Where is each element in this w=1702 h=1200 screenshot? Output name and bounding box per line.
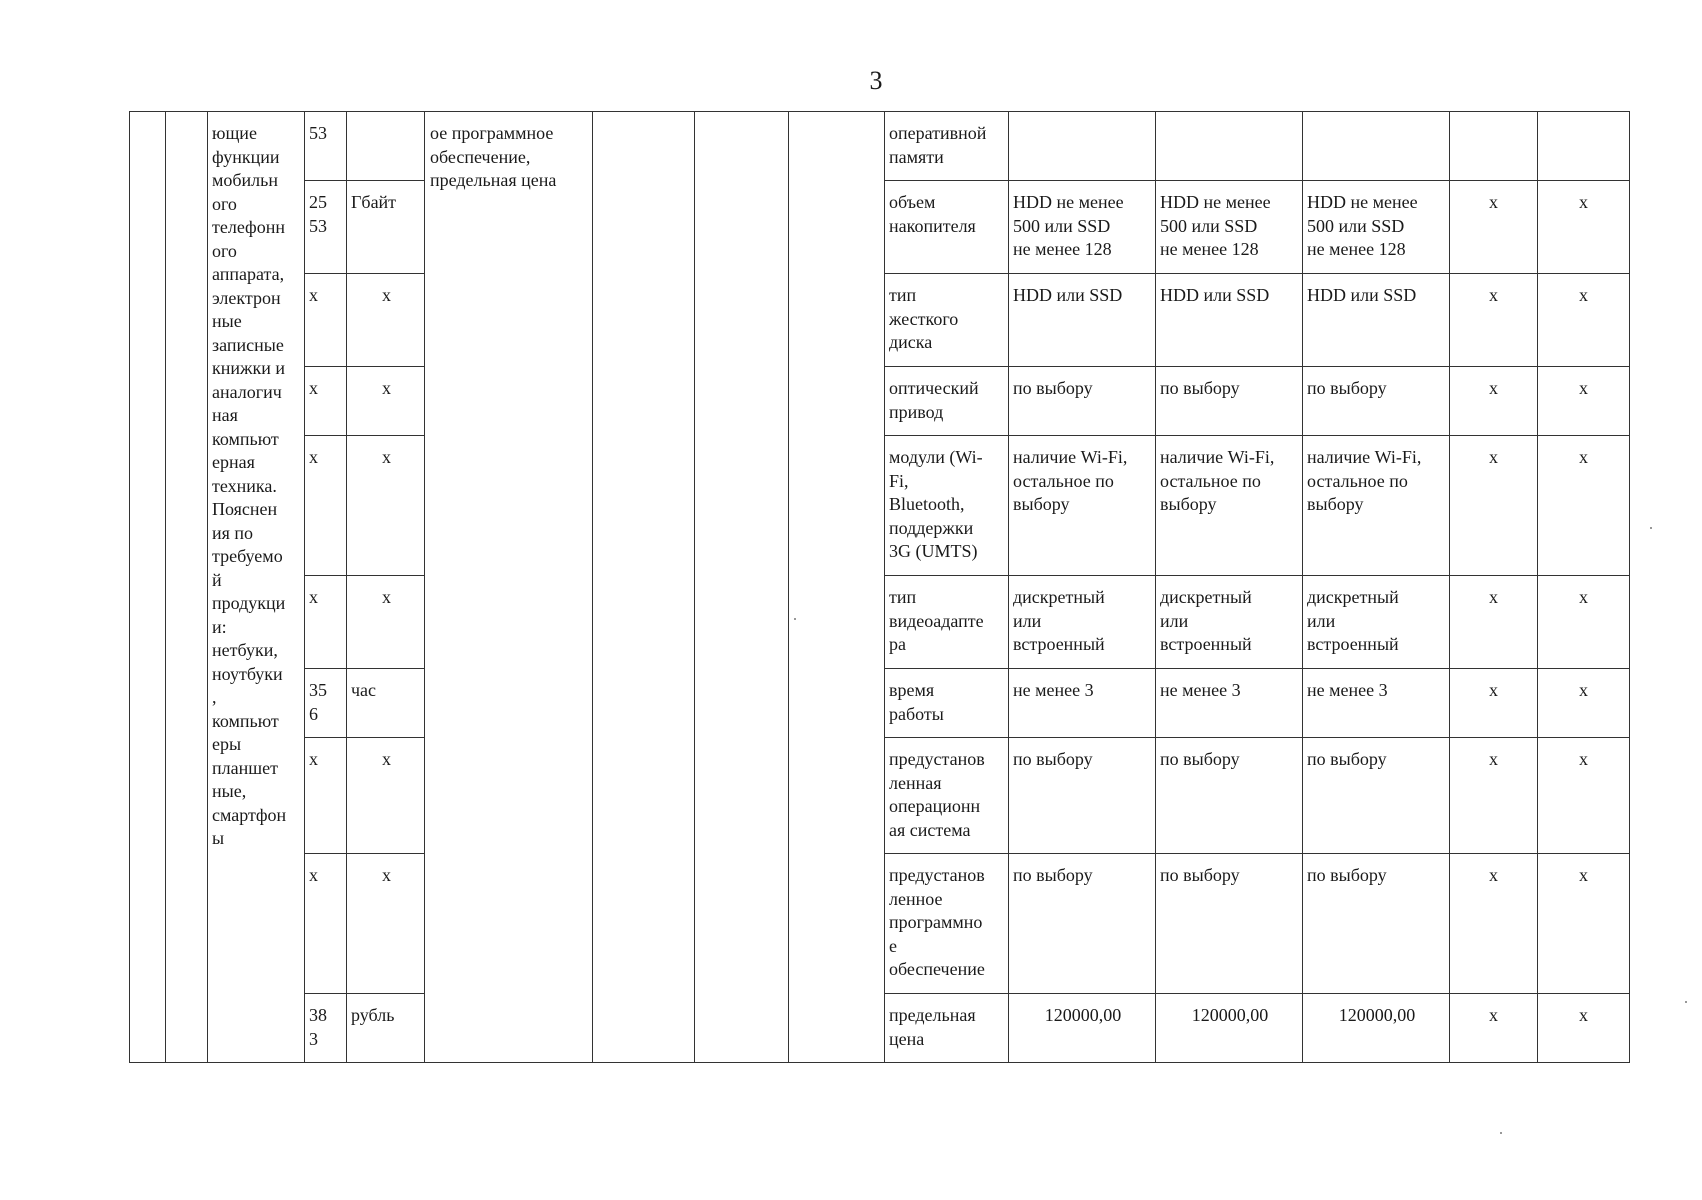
mark-cell-1 [1450, 181, 1538, 274]
scan-speck [794, 618, 796, 620]
okei-code-cell [305, 669, 347, 738]
okei-code-cell [305, 367, 347, 436]
cell-text: x [309, 447, 318, 467]
text-line: ленная [889, 772, 942, 793]
cell-text: x [1579, 749, 1588, 769]
value-cell-3 [1303, 669, 1450, 738]
mark-cell-2 [1538, 181, 1630, 274]
cell-text: x [382, 378, 391, 398]
cell-text: по выбору [1013, 749, 1093, 769]
cell-text: не менее 3 [1013, 680, 1094, 700]
text-line: 500 или SSD [1160, 215, 1258, 236]
cell-text: x [1579, 378, 1588, 398]
text-line: HDD не менее [1307, 192, 1418, 212]
empty-col-7 [593, 112, 695, 1063]
value-cell-1 [1009, 669, 1156, 738]
cell-text: x [1579, 285, 1588, 305]
text-line: тип [889, 587, 917, 607]
cell-text: x [1579, 587, 1588, 607]
value-cell-1 [1009, 576, 1156, 669]
value-cell-3 [1303, 367, 1450, 436]
cell-text: x [382, 285, 391, 305]
cell-text: x [1489, 447, 1498, 467]
text-line: или [1013, 610, 1042, 631]
text-line: 53 [309, 215, 327, 236]
text-line: и: [212, 616, 227, 637]
value-cell-3 [1303, 274, 1450, 367]
cell-text: 120000,00 [1191, 1005, 1269, 1025]
text-line: ра [889, 634, 906, 654]
value-cell-1 [1009, 854, 1156, 994]
mark-cell-2 [1538, 274, 1630, 367]
text-line: программно [889, 912, 983, 932]
characteristics-cell [425, 112, 593, 1063]
text-line: 35 [309, 680, 327, 700]
value-cell-3 [1303, 112, 1450, 181]
text-line: или [1307, 610, 1336, 631]
scan-speck [1500, 1132, 1502, 1134]
value-cell-2 [1156, 738, 1303, 854]
text-line: работы [889, 703, 944, 724]
text-line: 500 или SSD [1013, 215, 1111, 236]
cell-text: x [309, 587, 318, 607]
mark-cell-1 [1450, 738, 1538, 854]
text-line: Пояснен [212, 499, 278, 519]
scan-speck [1650, 527, 1652, 529]
cell-text: x [1579, 865, 1588, 885]
text-line: встроенный [1307, 634, 1399, 654]
text-line: предустанов [889, 865, 985, 885]
text-line: модули (Wi- [889, 447, 983, 467]
unit-cell [347, 274, 425, 367]
mark-cell-1 [1450, 576, 1538, 669]
value-cell-2 [1156, 576, 1303, 669]
text-line: предустанов [889, 749, 985, 769]
text-line: аппарата, [212, 264, 285, 284]
cell-text: x [1579, 192, 1588, 212]
text-line: й [212, 569, 222, 590]
unit-cell [347, 738, 425, 854]
value-cell-3 [1303, 576, 1450, 669]
value-cell-3 [1303, 854, 1450, 994]
cell-text: x [1579, 1005, 1588, 1025]
text-line: нетбуки, [212, 640, 278, 660]
unit-cell [347, 994, 425, 1063]
cell-text: x [382, 865, 391, 885]
cell-text: по выбору [1160, 865, 1240, 885]
text-line: ющие [212, 123, 257, 143]
text-line: выбору [1160, 494, 1217, 514]
text-line: привод [889, 401, 944, 422]
cell-text: 120000,00 [1044, 1005, 1122, 1025]
scan-speck [1685, 1001, 1687, 1003]
empty-col-1 [130, 112, 166, 1063]
text-line: накопителя [889, 215, 976, 236]
cell-text: x [382, 447, 391, 467]
cell-text: не менее 3 [1160, 680, 1241, 700]
text-line: е [889, 935, 897, 956]
cell-text: x [309, 285, 318, 305]
cell-text: x [1489, 749, 1498, 769]
cell-text: x [382, 587, 391, 607]
value-cell-1 [1009, 112, 1156, 181]
text-line: 500 или SSD [1307, 215, 1405, 236]
text-line: обеспечение, [430, 146, 531, 167]
text-line: наличие Wi-Fi, [1013, 447, 1128, 467]
cell-text: x [1489, 1005, 1498, 1025]
parameter-cell [885, 738, 1009, 854]
okei-code-cell [305, 738, 347, 854]
text-line: ноутбуки [212, 663, 283, 684]
value-cell-1 [1009, 181, 1156, 274]
text-line: остальное по [1307, 470, 1408, 491]
empty-col-8 [695, 112, 789, 1063]
category-cell [208, 112, 305, 1063]
page-number: 3 [869, 66, 883, 95]
unit-cell [347, 854, 425, 994]
cell-text: по выбору [1160, 749, 1240, 769]
cell-text: x [309, 378, 318, 398]
empty-col-2 [166, 112, 208, 1063]
okei-code-cell [305, 112, 347, 181]
mark-cell-1 [1450, 669, 1538, 738]
cell-text: по выбору [1013, 865, 1093, 885]
text-line: смартфон [212, 804, 287, 825]
value-cell-1 [1009, 436, 1156, 576]
value-cell-3 [1303, 436, 1450, 576]
text-line: HDD не менее [1013, 192, 1124, 212]
parameter-cell [885, 274, 1009, 367]
text-line: диска [889, 332, 933, 352]
text-line: видеоадапте [889, 610, 984, 631]
cell-text: HDD или SSD [1160, 285, 1270, 305]
empty-col-9 [789, 112, 885, 1063]
text-line: дискретный [1160, 587, 1252, 607]
mark-cell-2 [1538, 436, 1630, 576]
value-cell-2 [1156, 854, 1303, 994]
value-cell-2 [1156, 669, 1303, 738]
value-cell-1 [1009, 994, 1156, 1063]
text-line: техника. [212, 475, 277, 496]
unit-cell [347, 181, 425, 274]
text-line: или [1160, 610, 1189, 631]
mark-cell-2 [1538, 994, 1630, 1063]
text-line: электрон [212, 287, 281, 308]
value-cell-1 [1009, 274, 1156, 367]
text-line: , [212, 687, 217, 707]
mark-cell-2 [1538, 576, 1630, 669]
mark-cell-1 [1450, 367, 1538, 436]
unit-cell [347, 367, 425, 436]
okei-code-cell [305, 994, 347, 1063]
text-line: встроенный [1160, 634, 1252, 654]
unit-cell [347, 576, 425, 669]
text-line: оперативной [889, 123, 987, 143]
value-cell-3 [1303, 738, 1450, 854]
text-line: ные, [212, 781, 247, 801]
cell-text: x [1489, 378, 1498, 398]
text-line: оптический [889, 378, 979, 398]
value-cell-3 [1303, 181, 1450, 274]
okei-code-cell [305, 576, 347, 669]
mark-cell-1 [1450, 436, 1538, 576]
text-line: ная [212, 405, 238, 425]
text-line: наличие Wi-Fi, [1307, 447, 1422, 467]
value-cell-1 [1009, 367, 1156, 436]
text-line: объем [889, 192, 936, 212]
cell-text: час [351, 680, 377, 700]
value-cell-2 [1156, 274, 1303, 367]
text-line: время [889, 680, 935, 700]
okei-code-cell [305, 181, 347, 274]
cell-text: x [382, 749, 391, 769]
text-line: 6 [309, 703, 318, 724]
value-cell-2 [1156, 994, 1303, 1063]
mark-cell-1 [1450, 274, 1538, 367]
text-line: обеспечение [889, 959, 985, 979]
cell-text: 53 [309, 123, 327, 143]
cell-text: по выбору [1013, 378, 1093, 398]
text-line: мобильн [212, 170, 279, 190]
mark-cell-1 [1450, 112, 1538, 181]
value-cell-2 [1156, 367, 1303, 436]
parameter-cell [885, 669, 1009, 738]
cell-text: x [1579, 680, 1588, 700]
text-line: ого [212, 193, 237, 214]
value-cell-1 [1009, 738, 1156, 854]
table-row [130, 112, 1630, 181]
cell-text: 120000,00 [1338, 1005, 1416, 1025]
cell-text: x [1579, 447, 1588, 467]
text-line: продукци [212, 593, 286, 613]
text-line: жесткого [889, 308, 959, 329]
mark-cell-2 [1538, 854, 1630, 994]
text-line: телефонн [212, 217, 285, 237]
value-cell-3 [1303, 994, 1450, 1063]
text-line: ого [212, 240, 237, 261]
cell-text: x [1489, 680, 1498, 700]
parameter-cell [885, 112, 1009, 181]
mark-cell-1 [1450, 994, 1538, 1063]
parameter-cell [885, 181, 1009, 274]
cell-text: x [1489, 192, 1498, 212]
cell-text: по выбору [1160, 378, 1240, 398]
text-line: HDD не менее [1160, 192, 1271, 212]
text-line: цена [889, 1028, 925, 1049]
cell-text: HDD или SSD [1307, 285, 1417, 305]
text-line: наличие Wi-Fi, [1160, 447, 1275, 467]
unit-cell [347, 669, 425, 738]
cell-text: x [309, 865, 318, 885]
parameter-cell [885, 576, 1009, 669]
cell-text: x [1489, 865, 1498, 885]
text-line: не менее 128 [1160, 239, 1259, 259]
text-line: 38 [309, 1005, 327, 1025]
cell-text: рубль [351, 1005, 395, 1025]
text-line: тип [889, 285, 917, 305]
okei-code-cell [305, 274, 347, 367]
text-line: не менее 128 [1307, 239, 1406, 259]
value-cell-2 [1156, 181, 1303, 274]
okei-code-cell [305, 436, 347, 576]
specs-table [129, 111, 1630, 1063]
text-line: выбору [1013, 494, 1070, 514]
text-line: еры [212, 734, 242, 754]
value-cell-2 [1156, 112, 1303, 181]
cell-text: по выбору [1307, 865, 1387, 885]
parameter-cell [885, 367, 1009, 436]
cell-text: Гбайт [351, 192, 397, 212]
cell-text: x [309, 749, 318, 769]
text-line: Bluetooth, [889, 494, 965, 514]
text-line: встроенный [1013, 634, 1105, 654]
value-cell-2 [1156, 436, 1303, 576]
text-line: функции [212, 146, 280, 167]
text-line: дискретный [1013, 587, 1105, 607]
text-line: поддержки [889, 517, 974, 538]
mark-cell-2 [1538, 738, 1630, 854]
okei-code-cell [305, 854, 347, 994]
text-line: Fi, [889, 470, 909, 491]
cell-text: по выбору [1307, 749, 1387, 769]
cell-text: по выбору [1307, 378, 1387, 398]
cell-text: x [1489, 587, 1498, 607]
text-line: предельная [889, 1005, 976, 1025]
text-line: ое программное [430, 123, 554, 143]
text-line: остальное по [1160, 470, 1261, 491]
parameter-cell [885, 994, 1009, 1063]
cell-text: x [1489, 285, 1498, 305]
text-line: выбору [1307, 494, 1364, 514]
text-line: ая система [889, 819, 971, 840]
text-line: ия по [212, 522, 254, 543]
text-line: 3 [309, 1028, 318, 1049]
text-line: памяти [889, 146, 944, 167]
text-line: планшет [212, 757, 278, 778]
text-line: не менее 128 [1013, 239, 1112, 259]
text-line: ы [212, 828, 225, 848]
cell-text: не менее 3 [1307, 680, 1388, 700]
text-line: требуемо [212, 546, 283, 566]
text-line: ные [212, 311, 242, 331]
text-line: предельная цена [430, 170, 557, 190]
cell-text: HDD или SSD [1013, 285, 1123, 305]
text-line: остальное по [1013, 470, 1114, 491]
text-line: ерная [212, 452, 255, 472]
mark-cell-2 [1538, 669, 1630, 738]
mark-cell-2 [1538, 367, 1630, 436]
text-line: ленное [889, 888, 943, 909]
unit-cell [347, 112, 425, 181]
text-line: 25 [309, 192, 327, 212]
text-line: компьют [212, 710, 279, 731]
text-line: аналогич [212, 381, 282, 402]
mark-cell-2 [1538, 112, 1630, 181]
text-line: 3G (UMTS) [889, 541, 978, 561]
parameter-cell [885, 854, 1009, 994]
text-line: книжки и [212, 358, 285, 378]
text-line: записные [212, 334, 284, 355]
text-line: операционн [889, 796, 981, 816]
text-line: дискретный [1307, 587, 1399, 607]
mark-cell-1 [1450, 854, 1538, 994]
unit-cell [347, 436, 425, 576]
text-line: компьют [212, 428, 279, 449]
parameter-cell [885, 436, 1009, 576]
